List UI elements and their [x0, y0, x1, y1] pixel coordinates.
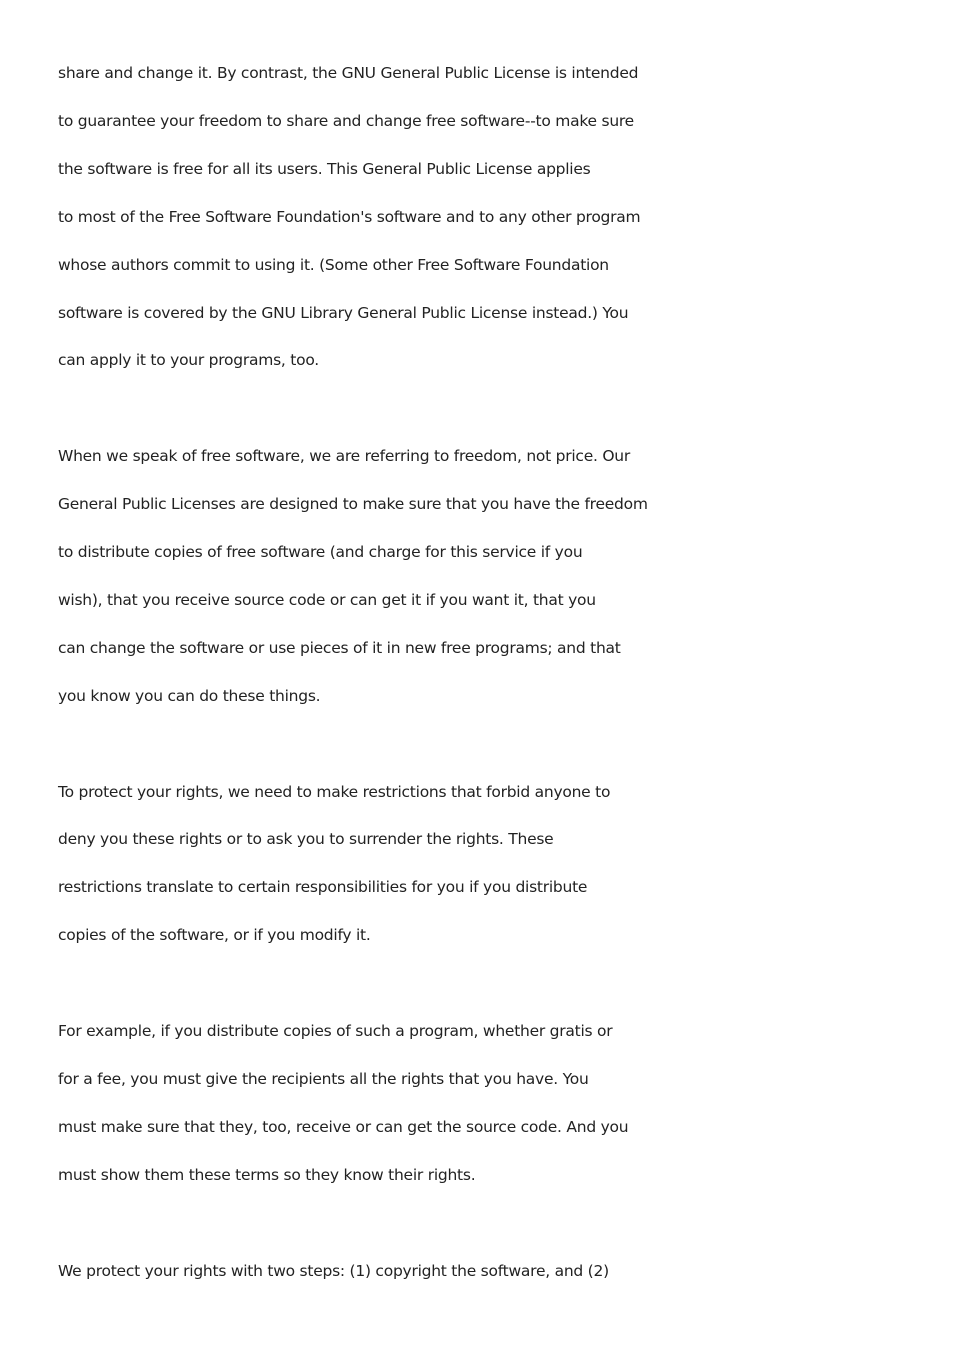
text-line: you know you can do these things. [58, 686, 321, 705]
text-line: For example, if you distribute copies of such a program, whether gratis or [58, 1022, 613, 1040]
text-line: to guarantee your freedom to share and change free software--to make sure [58, 111, 634, 130]
text-line: to most of the Free Software Foundation's software and to any other program [58, 207, 641, 226]
text-line: General Public Licenses are designed to make sure that you have the freedom [58, 495, 648, 514]
text-line: restrictions translate to certain responsibilities for you if you distribute [58, 878, 588, 897]
text-line: can change the software or use pieces of it in new free programs; and that [58, 638, 621, 657]
text-line: must show them these terms so they know their rights. [58, 1165, 476, 1184]
text-line: copies of the software, or if you modify it. [58, 926, 371, 945]
text-line: wish), that you receive source code or can get it if you want it, that you [58, 590, 596, 609]
text-line: the software is free for all its users. This General Public License applies [58, 159, 591, 178]
text-line: When we speak of free software, we are referring to freedom, not price. Our [58, 447, 630, 466]
text-line: software is covered by the GNU Library General Public License instead.) You [58, 303, 629, 322]
text-line: can apply it to your programs, too. [58, 351, 319, 370]
text-line: We protect your rights with two steps: (1) copyright the software, and (2) [58, 1261, 609, 1280]
text-line: to distribute copies of free software (and charge for this service if you [58, 543, 583, 561]
text-line: To protect your rights, we need to make restrictions that forbid anyone to [58, 782, 611, 801]
text-line: must make sure that they, too, receive or can get the source code. And you [58, 1117, 629, 1136]
text-line: for a fee, you must give the recipients all the rights that you have. You [58, 1069, 589, 1088]
text-line: share and change it. By contrast, the GNU General Public License is intended [58, 64, 639, 82]
text-line: whose authors commit to using it. (Some other Free Software Foundation [58, 255, 609, 274]
text-line: deny you these rights or to ask you to surrender the rights. These [58, 830, 554, 849]
